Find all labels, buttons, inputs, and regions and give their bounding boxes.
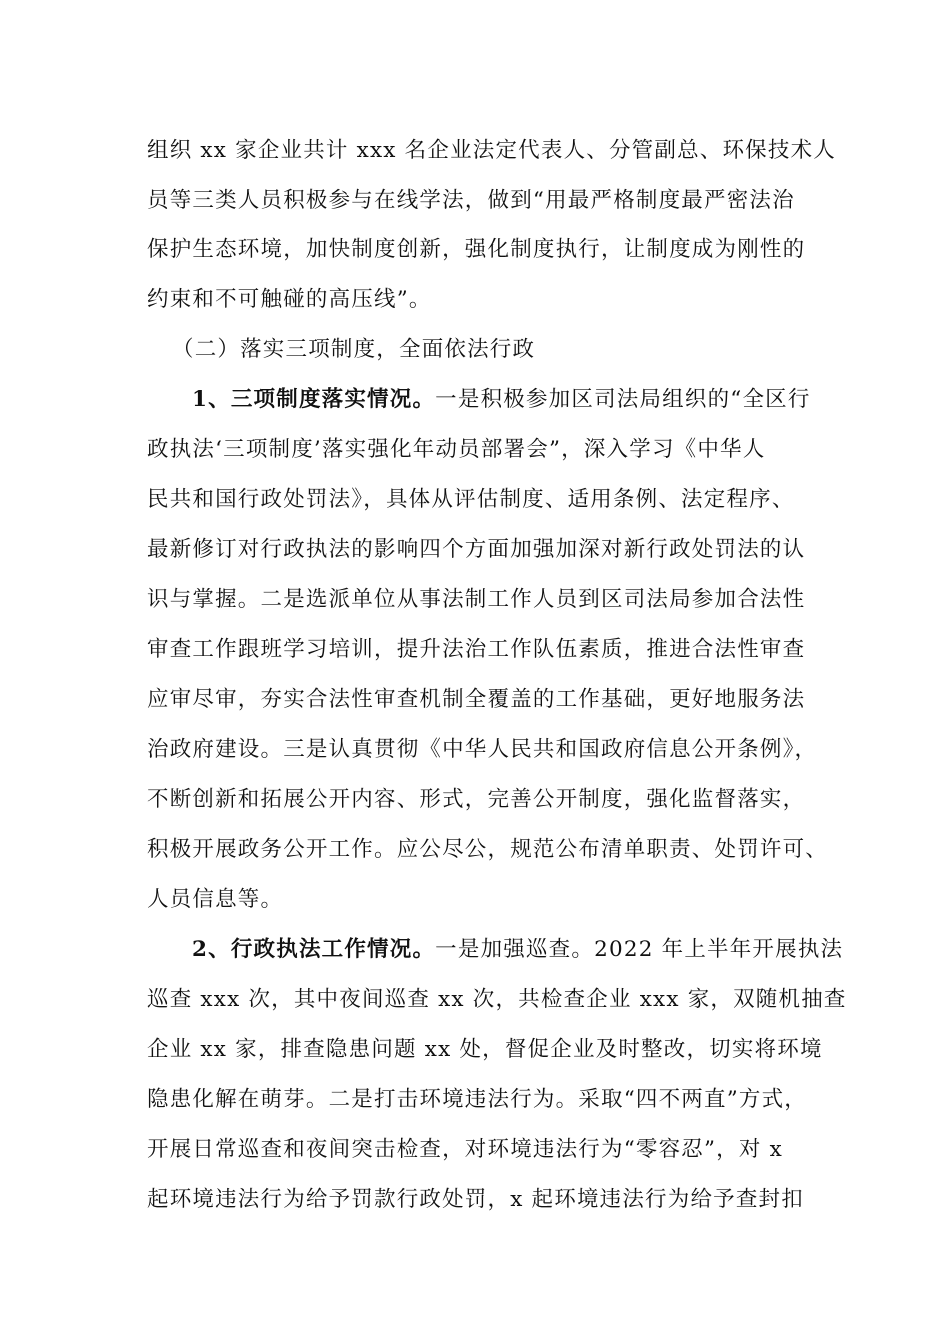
text-line: 治政府建设。三是认真贯彻《中华人民共和国政府信息公开条例》， — [147, 737, 818, 762]
text-run: 一是积极参加区司法局组织的“全区行 — [435, 387, 811, 412]
paragraph-heading: 1、三项制度落实情况。 — [192, 387, 436, 412]
text-line: 政执法‘三项制度’落实强化年动员部署会”，深入学习《中华人 — [147, 437, 766, 462]
text-line: 不断创新和拓展公开内容、形式，完善公开制度，强化监督落实， — [147, 787, 806, 812]
text-line: 最新修订对行政执法的影响四个方面加强加深对新行政处罚法的认 — [147, 537, 806, 562]
text-line: 积极开展政务公开工作。应公尽公，规范公布清单职责、处罚许可、 — [147, 837, 829, 862]
paragraph-first-line — [192, 386, 811, 414]
text-line: 审查工作跟班学习培训，提升法治工作队伍素质，推进合法性审查 — [147, 637, 806, 662]
text-line: 开展日常巡查和夜间突击检查，对环境违法行为“零容忍”，对 x — [147, 1137, 783, 1162]
text-line: 人员信息等。 — [147, 887, 284, 912]
text-line: 员等三类人员积极参与在线学法，做到“用最严格制度最严密法治 — [147, 188, 795, 213]
text-line: 民共和国行政处罚法》，具体从评估制度、适用条例、法定程序、 — [147, 487, 795, 512]
text-line: 约束和不可触碰的高压线”。 — [147, 287, 432, 312]
text-line: 巡查 xxx 次，其中夜间巡查 xx 次，共检查企业 xxx 家，双随机抽查 — [147, 987, 847, 1012]
section-heading: （二）落实三项制度，全面依法行政 — [172, 337, 536, 362]
text-line: 识与掌握。二是选派单位从事法制工作人员到区司法局参加合法性 — [147, 587, 806, 612]
paragraph-heading: 2、行政执法工作情况。 — [192, 937, 436, 962]
text-line: 组织 xx 家企业共计 xxx 名企业法定代表人、分管副总、环保技术人 — [147, 138, 836, 163]
text-line: 企业 xx 家，排查隐患问题 xx 处，督促企业及时整改，切实将环境 — [147, 1037, 823, 1062]
paragraph-first-line — [192, 936, 843, 964]
text-line: 起环境违法行为给予罚款行政处罚，x 起环境违法行为给予查封扣 — [147, 1187, 804, 1212]
text-run: 一是加强巡查。2022 年上半年开展执法 — [435, 937, 844, 962]
text-line: 隐患化解在萌芽。二是打击环境违法行为。采取“四不两直”方式， — [147, 1087, 807, 1112]
text-line: 保护生态环境，加快制度创新，强化制度执行，让制度成为刚性的 — [147, 237, 806, 262]
text-line: 应审尽审，夯实合法性审查机制全覆盖的工作基础，更好地服务法 — [147, 687, 806, 712]
